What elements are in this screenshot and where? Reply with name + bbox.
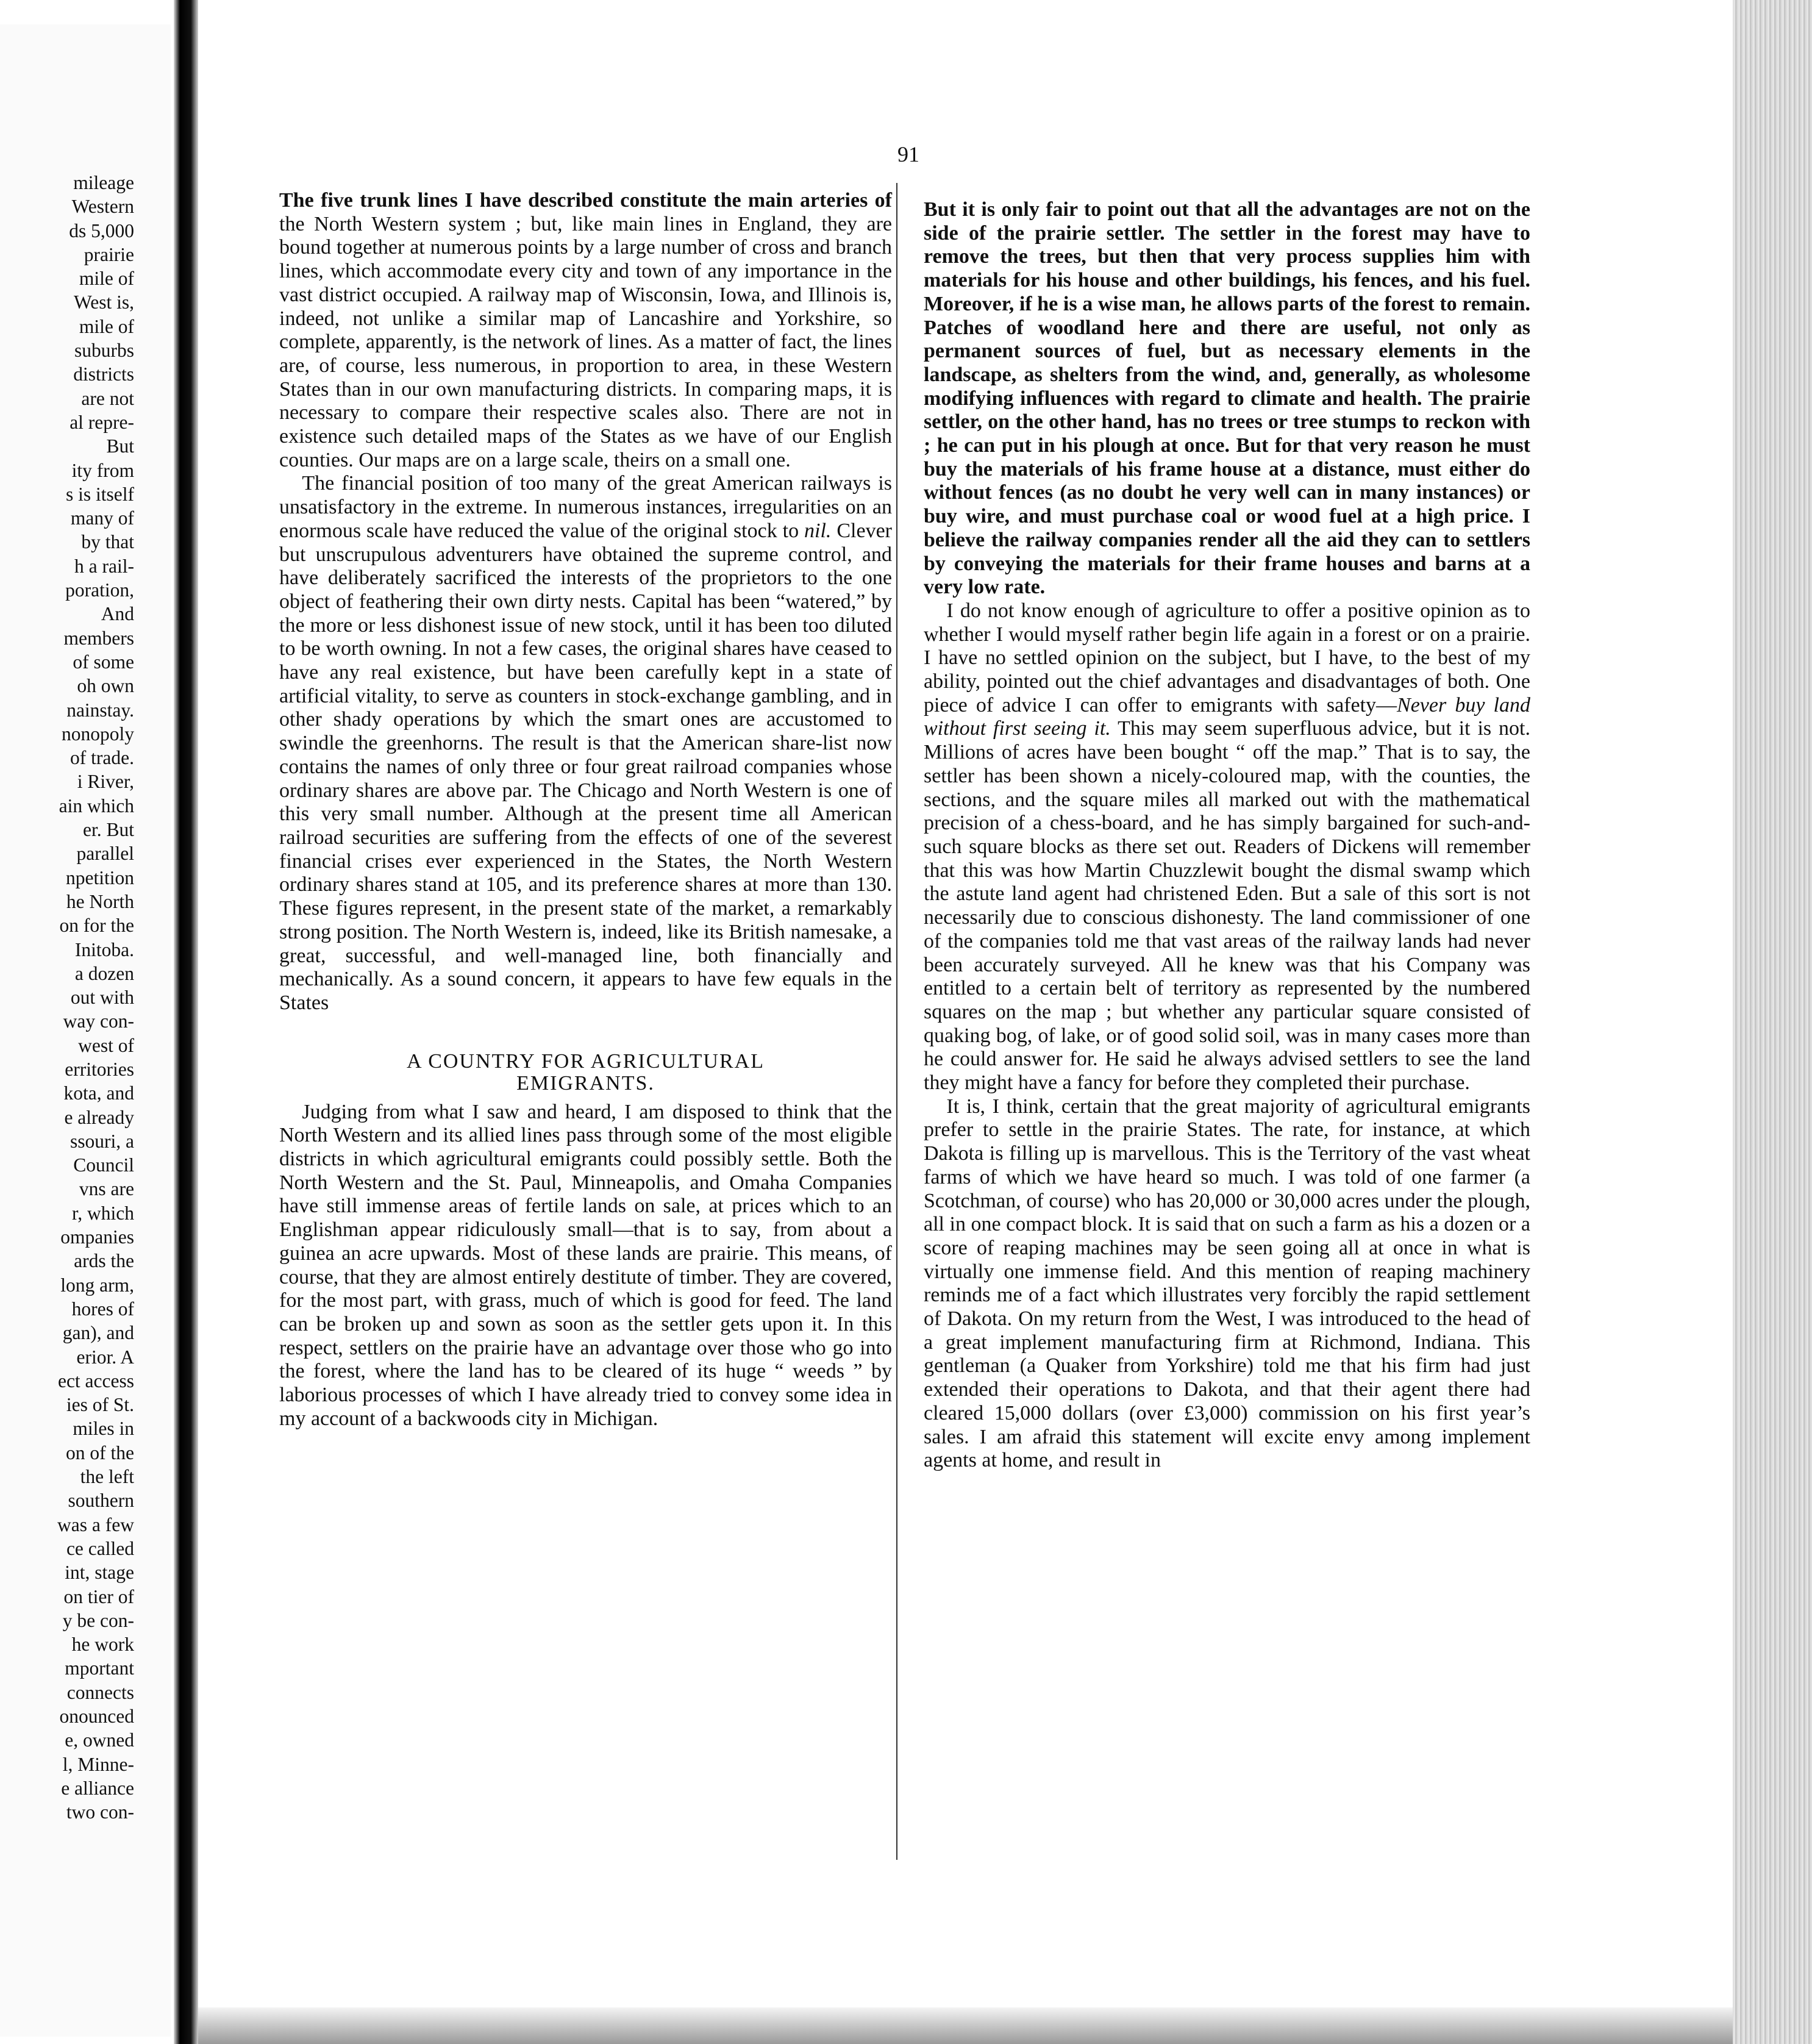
left-page-fragment: on of the [66,1442,134,1463]
left-page-fragment: members [63,627,134,649]
left-page-fragment: on for the [59,915,134,937]
paragraph-advice [924,599,1530,1095]
paragraph-trunk-lines: The five trunk lines I have described constitute the main arteries of the North Western system ; but, like main lines in England, they are bound together at numerous points by a large number of cross and branch lines, which accommodate every city and town of any importance in the vast district occupied. A railway map of Wisconsin, Iowa, and Illinois is, indeed, not unlike a similar map of Lancashire and Yorkshire, so complete, apparently, is the network of lines. As a matter of fact, the lines are, of course, less numerous, in proportion to area, in these Western States than in our own manufacturing districts. In comparing maps, it is necessary to compare their respective scales also. There are not in existence such detailed maps of the States as we have of our English counties. Our maps are on a large scale, theirs on a small one. [279,189,892,471]
section-heading-line-2: EMIGRANTS. [516,1071,655,1095]
left-page-fragment: l, Minne- [62,1753,134,1775]
paragraph-financial-position [279,472,892,1015]
left-page-fragment: er. But [83,819,134,841]
left-page-fragment: ssouri, a [70,1130,134,1152]
left-page-fragment: was a few [57,1513,134,1535]
left-page-fragment: nainstay. [66,699,134,721]
left-page-fragment: mportant [65,1657,134,1679]
left-page-fragment: npetition [66,867,134,888]
left-page-fragment: ies of St. [66,1394,134,1416]
paragraph-judging: Judging from what I saw and heard, I am disposed to think that the North Western and its allied lines pass through some of the most eligible districts in which agricultural emigrants could possibly settle. Both the North Western and the St. Paul, Minneapolis, and Omaha Companies have still immense areas of fertile lands on sale, at prices which to an Englishman appear ridiculously small—that is to say, from about a guinea an acre upwards. Most of these lands are prairie. This means, of course, that they are almost entirely destitute of timber. They are covered, for the most part, with grass, much of which is good for feed. The land can be broken up and sown as soon as the settler gets upon it. In this respect, settlers on the prairie have an advantage over those who go into the forest, where the land has to be cleared of its huge “ weeds ” by laborious processes of which I have already tried to convey some idea in my account of a backwoods city in Michigan. [279,1100,892,1430]
left-page-fragment: nonopoly [61,723,134,745]
left-page-fragment: ect access [57,1370,134,1392]
left-page-fragment: h a rail- [74,555,134,577]
left-page-fragment: parallel [76,843,134,865]
left-page-fragment: int, stage [65,1562,134,1584]
left-page-fragment: ain which [59,795,134,817]
left-page-fragment: many of [70,507,134,529]
section-heading [279,1051,892,1095]
left-page-fragment: he work [71,1634,134,1656]
left-page-fragment: onounced [59,1706,134,1727]
left-page-fragment: mile of [79,268,134,290]
left-page-fragment: erritories [65,1058,134,1080]
left-page-fragment: Council [73,1154,134,1176]
left-page-fragment: out with [70,987,134,1009]
paragraph-dakota: It is, I think, certain that the great majority of agricultural emigrants prefer to settle in the prairie States. The rate, for instance, at which Dakota is filling up is marvellous. This is the Territory of the vast wheat farms of which we have heard so much. I was told of one farmer (a Scotchman, of course) who has 20,000 or 30,000 acres under the plough, all in one compact block. It is said that on such a farm as his a dozen or a score of reaping machines may be seen going all at once in what is virtually one immense field. And this mention of reaping machinery reminds me of a fact which illustrates very forcibly the rapid settlement of Dakota. On my return from the West, I was introduced to the head of a great implement manufacturing firm at Richmond, Indiana. This gentleman (a Quaker from Yorkshire) told me that his firm had just extended their operations to Dakota, and that their agent there had cleared 15,000 dollars (over £3,000) commission on his first year’s sales. I am afraid this statement will excite envy among implement agents at home, and result in [924,1095,1530,1472]
paragraph-text: Clever but unscrupulous adventurers have obtained the supreme control, and have deliberately sacrificed the interests of the proprietors to the one object of feathering their own dirty nests. Capital has been “watered,” by the more or less dishonest issue of new stock, until it has been too diluted to be worth owning. In not a few cases, the original shares have ceased to have any real existence, but have been carefully kept in a state of artificial vitality, to serve as counters in stock-exchange gambling, and in other shady operations by which the smart ones are accustomed to swindle the greenhorns. The result is that the American share-list now contains the names of only three or four great railroad companies whose ordinary shares are above par. The Chicago and North Western is one of this very small number. Although at the present time all American railroad securities are suffering from the effects of one of the severest financial crises ever experienced in the States, the North Western ordinary shares stand at 105, and its preference shares at more than 130. These figures represent, in the present state of the market, a remarkably strong position. The North Western is, indeed, like its British namesake, a great, successful, and well-managed line, both financially and mechanically. As a sound concern, it appears to have few equals in the States [279,519,892,1014]
left-page-fragment: west of [78,1034,134,1056]
paragraph-advantages: But it is only fair to point out that all the advantages are not on the side of the prairie settler. The settler in the forest may have to remove the trees, but then that very process supplies him with materials for his house and other buildings, his fences, and his fuel. Moreover, if he is a wise man, he allows parts of the forest to remain. Patches of woodland here and there are useful, not only as permanent sources of fuel, but as necessary elements in the landscape, as shelters from the wind, and, generally, as wholesome modifying influences with regard to climate and health. The prairie settler, on the other hand, has no trees or tree stumps to reckon with ; he can put in his plough at once. But for that very reason he must buy the materials of his frame house at a distance, must either do without fences (as no doubt he very well can in many instances) or buy wire, and must purchase coal or wood fuel at a high price. I believe the railway companies render all the aid they can to settlers by conveying the materials for their frame houses and barns at a very low rate. [924,198,1530,599]
left-page-fragment: ards the [74,1250,134,1272]
left-page-fragment: are not [81,387,134,409]
left-page-fragment: suburbs [74,340,134,362]
left-page-fragment: of trade. [70,747,134,769]
italic-text: Never buy land without first seeing it. [924,693,1531,740]
left-page-fragment: southern [68,1490,134,1512]
left-page-fragment: s is itself [65,483,134,505]
left-page-fragment: districts [73,363,134,385]
left-page-fragment: vns are [79,1178,134,1200]
article-column-right [924,198,1530,1473]
left-page-fragment: on tier of [63,1585,134,1607]
left-page-fragment: way con- [63,1010,134,1032]
left-page-fragment: But [106,435,134,457]
left-page-fragment: e alliance [61,1777,134,1799]
left-page-fragment: prairie [84,243,134,265]
section-heading-line-1: A COUNTRY FOR AGRICULTURAL [407,1049,765,1073]
paragraph-text: The financial position of too many of the great American railways is unsatisfactory in the extreme. In numerous instances, irregularities on an enormous scale have reduced the value of the original stock to [279,472,892,542]
left-page-fragment: mileage [73,172,134,193]
column-divider [896,183,897,1860]
paragraph-text: I do not know enough of agriculture to offer a positive opinion as to whether I would myself rather begin life again in a forest or on a prairie. I have no settled opinion on the subject, but I have, to the best of my ability, pointed out the chief advantages and disadvantages of both. One piece of advice I can offer to emigrants with safety— [924,599,1530,716]
left-page-fragment: e, owned [65,1729,134,1751]
left-page-fragment: he North [66,890,134,912]
left-page-fragment: Western [71,196,134,218]
left-page-fragment: a dozen [74,962,134,984]
left-page-fragment: r, which [72,1202,134,1224]
left-page-fragment: hores of [71,1298,134,1320]
page-bottom-edge [198,2007,1735,2044]
left-page-fragment: ds 5,000 [69,220,134,241]
page-stack-edge [1733,0,1812,2044]
book-gutter [174,0,198,2044]
left-page-fragment: ompanies [60,1226,134,1248]
left-page-fragment: kota, and [63,1082,134,1104]
left-page-fragment: connects [66,1681,134,1703]
article-column-left [279,189,892,1431]
left-page-fragment: al repre- [70,411,134,433]
left-page-fragment: gan), and [62,1322,134,1344]
left-page-fragment: the left [80,1466,134,1488]
left-page-fragment: And [101,603,134,625]
left-page-fragment: y be con- [62,1609,134,1631]
left-page-fragment: poration, [65,579,134,601]
left-page-fragment: long arm, [60,1274,134,1296]
left-page-text-fragments [0,171,134,1824]
left-page-fragment: mile of [79,315,134,337]
left-page-edge [0,24,171,2037]
left-page-fragment: of some [73,651,134,673]
left-page-fragment: miles in [73,1418,134,1440]
page-number: 91 [897,142,919,166]
italic-text: nil. [804,519,832,542]
left-page-fragment: two con- [66,1801,134,1823]
left-page-fragment: ity from [71,459,134,481]
left-page-fragment: e already [64,1106,134,1128]
left-page-fragment: erior. A [76,1346,134,1368]
left-page-fragment: West is, [74,291,134,313]
paragraph-text: This may seem superfluous advice, but it is not. Millions of acres have been bought “ off the map.” That is to say, the settler has been shown a nicely-coloured map, with the counties, the sections, and the square miles all marked out with the mathematical precision of a chess-board, and he has simply bargained for such-and-such square blocks as there set out. Readers of Dickens will remember that this was how Martin Chuzzlewit bought the dismal swamp which the astute land agent had christened Eden. But a sale of this sort is not necessarily due to conscious dishonesty. The land commissioner of one of the companies told me that vast areas of the railway lands had never been accurately surveyed. All he knew was that his Company was entitled to a certain belt of territory as represented by the numbered squares on the map ; but whether any particular square consisted of quaking bog, of lake, or of good solid soil, was in many cases more than he could answer for. He said he always advised settlers to see the land they might have a fancy for before they completed their purchase. [924,717,1530,1095]
left-page-fragment: i River, [77,771,134,793]
left-page-fragment: Initoba. [74,938,134,960]
left-page-fragment: by that [81,531,134,553]
left-page-fragment: oh own [77,675,134,697]
left-page-fragment: ce called [66,1537,134,1559]
